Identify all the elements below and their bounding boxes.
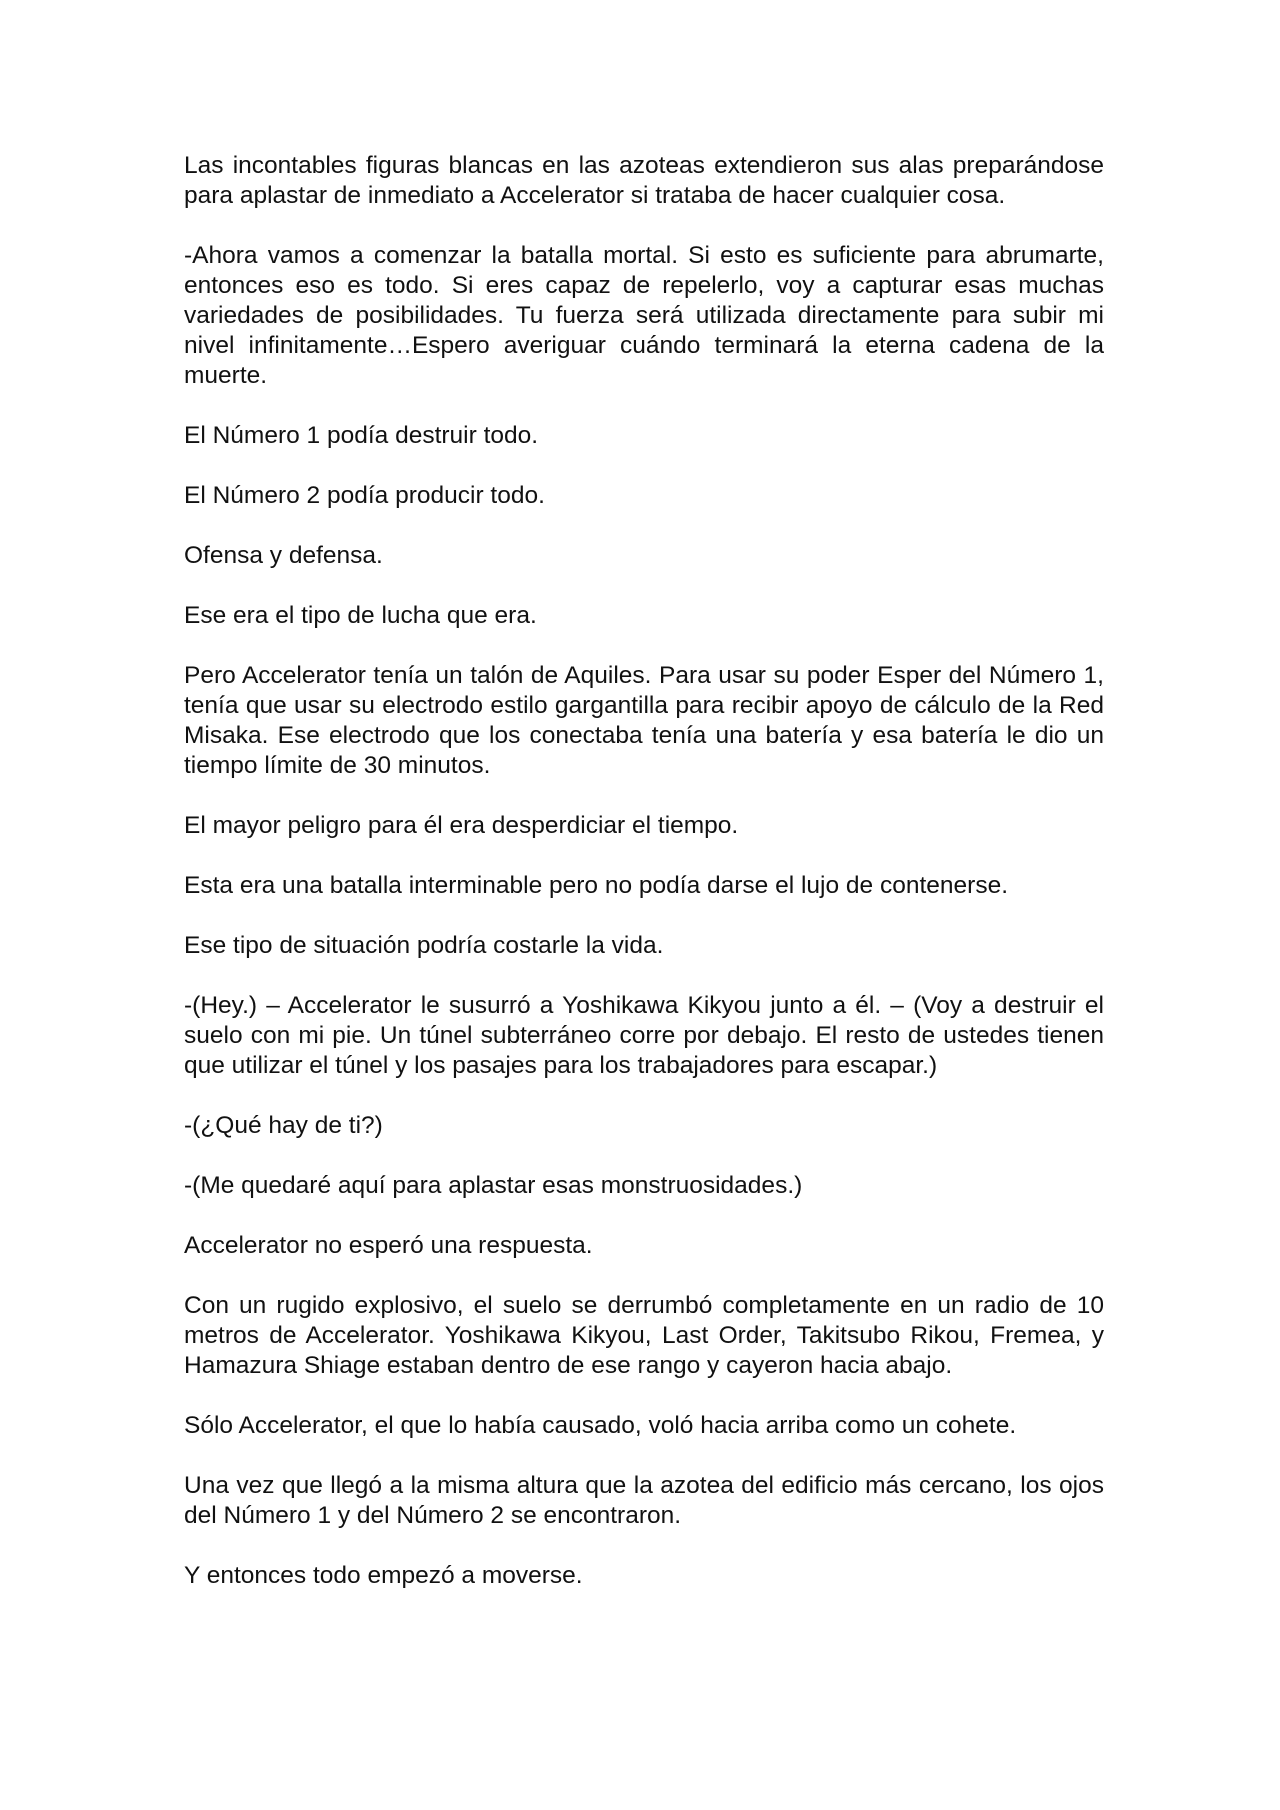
paragraph: Ofensa y defensa. bbox=[184, 542, 383, 569]
paragraph: -(¿Qué hay de ti?) bbox=[184, 1112, 383, 1139]
paragraph: Una vez que llegó a la misma altura que la azotea del edificio más cercano, los ojos del Número 1 y del Número 2 se encontraron. bbox=[184, 1472, 1104, 1529]
paragraph: El mayor peligro para él era desperdiciar el tiempo. bbox=[184, 812, 739, 839]
paragraph: Accelerator no esperó una respuesta. bbox=[184, 1232, 593, 1259]
paragraph: -(Hey.) – Accelerator le susurró a Yoshikawa Kikyou junto a él. – (Voy a destruir el suelo con mi pie. Un túnel subterráneo corre por debajo. El resto de ustedes tienen que utilizar el túnel y los pasajes para los trabajadores para escapar.) bbox=[184, 992, 1104, 1079]
paragraph: Con un rugido explosivo, el suelo se derrumbó completamente en un radio de 10 metros de Accelerator. Yoshikawa Kikyou, Last Order, Takitsubo Rikou, Fremea, y Hamazura Shiage estaban dentro de ese rango y cayeron hacia abajo. bbox=[184, 1292, 1104, 1379]
paragraph: El Número 1 podía destruir todo. bbox=[184, 422, 539, 449]
paragraph: -(Me quedaré aquí para aplastar esas monstruosidades.) bbox=[184, 1172, 803, 1199]
paragraph: Y entonces todo empezó a moverse. bbox=[184, 1562, 583, 1589]
paragraph: Ese tipo de situación podría costarle la vida. bbox=[184, 932, 664, 959]
paragraph: Pero Accelerator tenía un talón de Aquiles. Para usar su poder Esper del Número 1, tenía que usar su electrodo estilo gargantilla para recibir apoyo de cálculo de la Red Misaka. Ese electrodo que los conectaba tenía una batería y esa batería le dio un tiempo límite de 30 minutos. bbox=[184, 662, 1104, 779]
document-body bbox=[184, 151, 1104, 1621]
paragraph: El Número 2 podía producir todo. bbox=[184, 482, 545, 509]
paragraph: Sólo Accelerator, el que lo había causado, voló hacia arriba como un cohete. bbox=[184, 1412, 1017, 1439]
paragraph: -Ahora vamos a comenzar la batalla mortal. Si esto es suficiente para abrumarte, entonces eso es todo. Si eres capaz de repelerlo, voy a capturar esas muchas variedades de posibilidades. Tu fuerza será utilizada directamente para subir mi nivel infinitamente…Espero averiguar cuándo terminará la eterna cadena de la muerte. bbox=[184, 242, 1104, 389]
paragraph: Las incontables figuras blancas en las azoteas extendieron sus alas preparándose para aplastar de inmediato a Accelerator si trataba de hacer cualquier cosa. bbox=[184, 152, 1104, 209]
paragraph: Esta era una batalla interminable pero no podía darse el lujo de contenerse. bbox=[184, 872, 1009, 899]
paragraph: Ese era el tipo de lucha que era. bbox=[184, 602, 537, 629]
